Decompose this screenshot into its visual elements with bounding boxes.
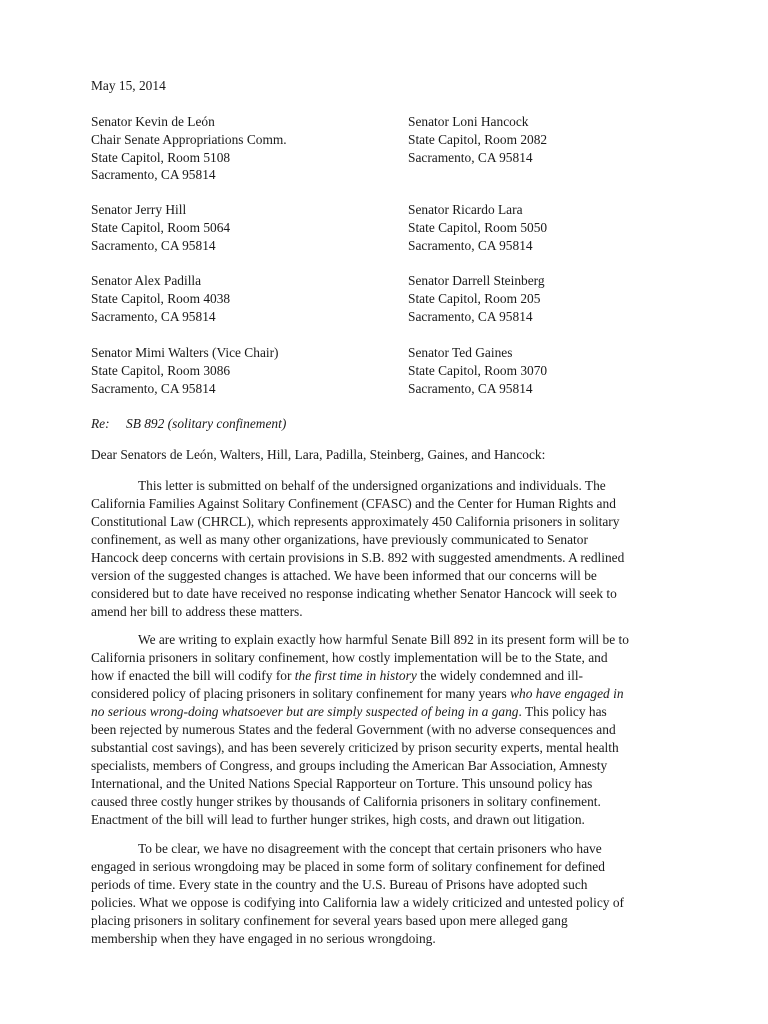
letter-date: May 15, 2014 bbox=[91, 78, 166, 93]
paragraph-line: Hancock deep concerns with certain provisions in S.B. 892 with suggested amendments. A redlined bbox=[91, 550, 625, 565]
recipient-address-gaines bbox=[408, 344, 547, 397]
paragraph-line: We are writing to explain exactly how harmful Senate Bill 892 in its present form will be to bbox=[138, 632, 629, 647]
recipient-line: Senator Mimi Walters (Vice Chair) bbox=[91, 345, 279, 360]
recipient-line: Senator Kevin de León bbox=[91, 114, 215, 129]
emphasis-text: who have engaged in bbox=[510, 686, 624, 701]
text-run: how if enacted the bill will codify for bbox=[91, 668, 295, 683]
paragraph-line: considered but to date have received no response indicating whether Senator Hancock will seek to bbox=[91, 586, 617, 601]
subject-line bbox=[91, 415, 286, 433]
recipient-line: Sacramento, CA 95814 bbox=[408, 149, 533, 165]
recipient-address-hancock bbox=[408, 113, 547, 166]
recipient-address-steinberg bbox=[408, 272, 545, 325]
text-run: . This policy has bbox=[518, 704, 607, 719]
paragraph-line: periods of time. Every state in the country and the U.S. Bureau of Prisons have adopted such bbox=[91, 877, 588, 892]
body-paragraph-3 bbox=[91, 840, 727, 948]
paragraph-line: confinement, as well as many other organizations, have previously communicated to Senator bbox=[91, 532, 588, 547]
recipient-line: State Capitol, Room 3070 bbox=[408, 362, 548, 378]
recipient-line: Sacramento, CA 95814 bbox=[91, 167, 216, 183]
recipient-line: State Capitol, Room 3086 bbox=[91, 362, 231, 378]
paragraph-line: To be clear, we have no disagreement with the concept that certain prisoners who have bbox=[138, 841, 602, 856]
paragraph-line: placing prisoners in solitary confinement for several years based upon mere alleged gang bbox=[91, 913, 568, 928]
paragraph-line: engaged in serious wrongdoing may be placed in some form of solitary confinement for defined bbox=[91, 859, 605, 874]
recipient-address-hill bbox=[91, 201, 230, 254]
salutation: Dear Senators de León, Walters, Hill, Lara, Padilla, Steinberg, Gaines, and Hancock: bbox=[91, 447, 546, 462]
recipient-line: Sacramento, CA 95814 bbox=[91, 380, 216, 396]
body-paragraph-1 bbox=[91, 477, 727, 621]
text-run: the widely condemned and ill- bbox=[416, 668, 584, 683]
recipient-line: State Capitol, Room 5064 bbox=[91, 219, 231, 235]
recipient-address-padilla bbox=[91, 272, 230, 325]
recipient-address-walters bbox=[91, 344, 279, 397]
paragraph-line: California prisoners in solitary confinement, how costly implementation will be to the State, and bbox=[91, 650, 608, 665]
paragraph-line: Constitutional Law (CHRCL), which represents approximately 450 California prisoners in solitary bbox=[91, 514, 620, 529]
recipient-line: Senator Alex Padilla bbox=[91, 273, 202, 288]
recipient-line: State Capitol, Room 5108 bbox=[91, 149, 231, 165]
paragraph-line: International, and the United Nations Special Rapporteur on Torture. This unsound policy has bbox=[91, 776, 593, 791]
paragraph-line: policies. What we oppose is codifying into California law a widely criticized and untested policy of bbox=[91, 895, 625, 910]
paragraph-line: membership when they have engaged in no serious wrongdoing. bbox=[91, 931, 436, 946]
body-paragraph-2 bbox=[91, 631, 727, 829]
paragraph-line: amend her bill to address these matters. bbox=[91, 604, 303, 619]
recipient-line: State Capitol, Room 5050 bbox=[408, 219, 548, 235]
recipient-line: Sacramento, CA 95814 bbox=[408, 380, 533, 396]
paragraph-line: specialists, members of Congress, and groups including the American Bar Association, Amnesty bbox=[91, 758, 608, 773]
paragraph-line: version of the suggested changes is attached. We have been informed that our concerns will be bbox=[91, 568, 597, 583]
recipient-line: Senator Loni Hancock bbox=[408, 114, 529, 129]
paragraph-line: substantial cost savings), and has been severely criticized by prison security experts, mental health bbox=[91, 740, 619, 755]
recipient-line: Sacramento, CA 95814 bbox=[408, 308, 533, 324]
paragraph-line: California Families Against Solitary Confinement (CFASC) and the Center for Human Rights and bbox=[91, 496, 616, 511]
paragraph-line: been rejected by numerous States and the federal Government (with no adverse consequences and bbox=[91, 722, 616, 737]
paragraph-line bbox=[91, 685, 727, 703]
recipient-line: Chair Senate Appropriations Comm. bbox=[91, 131, 287, 147]
recipient-line: State Capitol, Room 2082 bbox=[408, 131, 548, 147]
recipient-line: State Capitol, Room 4038 bbox=[91, 290, 231, 306]
subject-text: SB 892 (solitary confinement) bbox=[126, 416, 287, 431]
paragraph-line: This letter is submitted on behalf of the undersigned organizations and individuals. The bbox=[138, 478, 606, 493]
recipient-address-de-leon bbox=[91, 113, 287, 184]
recipient-line: Senator Darrell Steinberg bbox=[408, 273, 545, 288]
paragraph-line bbox=[91, 667, 727, 685]
emphasis-text: no serious wrong-doing whatsoever but are simply suspected of being in a gang bbox=[91, 704, 519, 719]
subject-label: Re: bbox=[91, 416, 110, 431]
recipient-line: Sacramento, CA 95814 bbox=[408, 237, 533, 253]
recipient-line: State Capitol, Room 205 bbox=[408, 290, 541, 306]
recipient-line: Senator Ricardo Lara bbox=[408, 202, 523, 217]
emphasis-text: the first time in history bbox=[294, 668, 417, 683]
recipient-address-lara bbox=[408, 201, 547, 254]
recipient-line: Sacramento, CA 95814 bbox=[91, 308, 216, 324]
paragraph-line: Enactment of the bill will lead to further hunger strikes, high costs, and drawn out litigation. bbox=[91, 812, 585, 827]
paragraph-line bbox=[91, 703, 727, 721]
paragraph-line: caused three costly hunger strikes by thousands of California prisoners in solitary confinement. bbox=[91, 794, 601, 809]
text-run: considered policy of placing prisoners in solitary confinement for many years bbox=[91, 686, 511, 701]
recipient-line: Sacramento, CA 95814 bbox=[91, 237, 216, 253]
recipient-line: Senator Ted Gaines bbox=[408, 345, 513, 360]
recipient-line: Senator Jerry Hill bbox=[91, 202, 187, 217]
